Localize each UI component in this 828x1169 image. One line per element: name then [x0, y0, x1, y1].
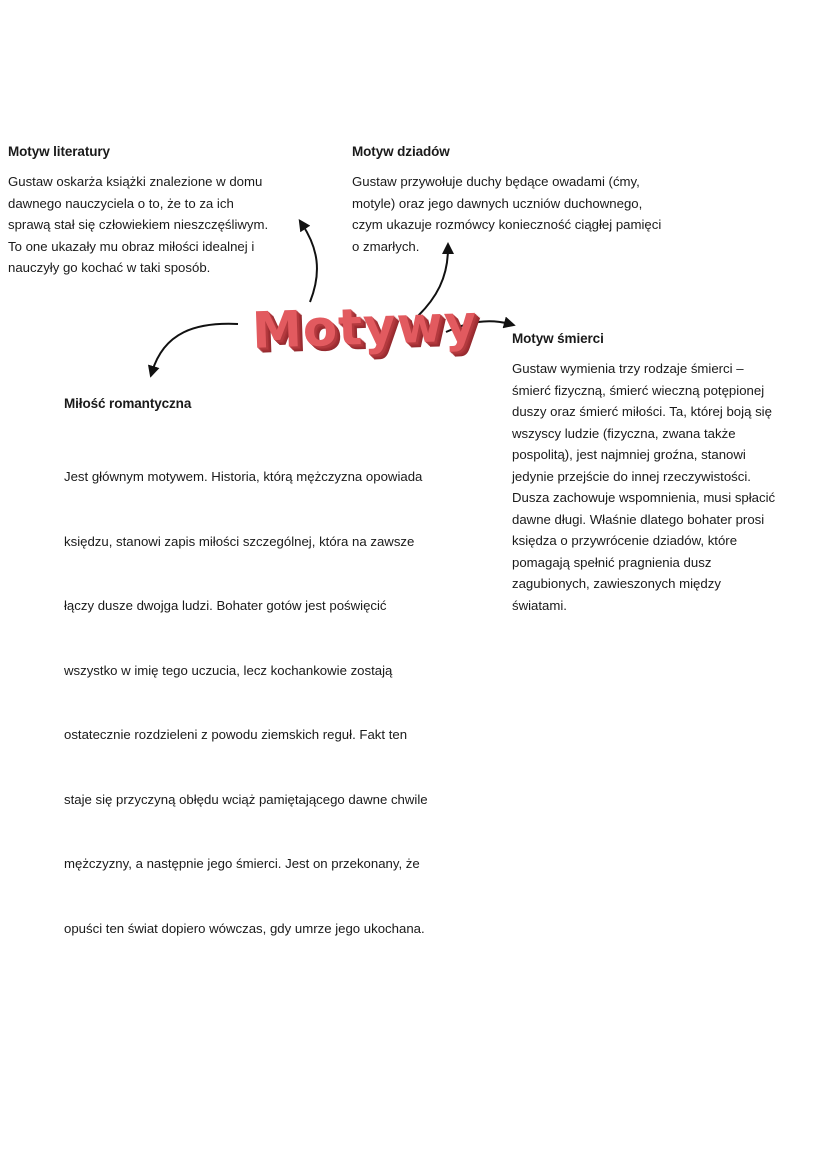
text-line: nauczyły go kochać w taki sposób.	[8, 260, 211, 275]
text-line: pomagają spełnić pragnienia dusz	[512, 554, 712, 570]
text-line: Gustaw wymienia trzy rodzaje śmierci –	[512, 361, 744, 376]
text-line: o zmarłych.	[352, 238, 420, 254]
text-line: łączy dusze dwojga ludzi. Bohater gotów jest poświęcić	[64, 598, 387, 613]
text-line: dawne długi. Właśnie dlatego bohater prosi	[512, 511, 765, 527]
text-line: śmierć fizyczną, śmierć wieczną potępionej	[512, 382, 765, 398]
text-line: wszystko w imię tego uczucia, lecz kochankowie zostają	[64, 662, 393, 678]
text-line: wszyscy ludzie (fizyczna, zwana także	[512, 425, 736, 441]
section-body	[352, 171, 661, 257]
section-motyw-dziadow	[352, 144, 661, 257]
section-heading: Motyw dziadów	[352, 144, 450, 159]
text-line: ostatecznie rozdzieleni z powodu ziemskich reguł. Fakt ten	[64, 727, 408, 742]
section-body	[64, 423, 428, 982]
text-line: motyle) oraz jego dawnych uczniów duchownego,	[352, 195, 643, 211]
text-line: dawnego nauczyciela o to, że to za ich	[8, 195, 234, 211]
text-line: Jest głównym motywem. Historia, którą mężczyzna opowiada	[64, 469, 423, 484]
text-line: opuści ten świat dopiero wówczas, gdy umrze jego ukochana.	[64, 920, 425, 936]
main-title: Motywy	[251, 294, 479, 360]
text-line: Dusza zachowuje wspomnienia, musi spłacić	[512, 490, 776, 505]
text-line: księdza o przywrócenie dziadów, które	[512, 533, 738, 548]
section-heading: Miłość romantyczna	[64, 396, 192, 411]
text-line: Gustaw przywołuje duchy będące owadami (ćmy,	[352, 174, 640, 189]
section-heading: Motyw literatury	[8, 144, 110, 159]
text-line: księdzu, stanowi zapis miłości szczególnej, która na zawsze	[64, 533, 415, 549]
text-line: czym ukazuje rozmówcy konieczność ciągłej pamięci	[352, 217, 662, 232]
text-line: Gustaw oskarża książki znalezione w domu	[8, 174, 263, 189]
text-line: duszy oraz śmierć miłości. Ta, której boją się	[512, 404, 772, 419]
section-heading: Motyw śmierci	[512, 331, 604, 346]
arrow-to-literatura	[302, 224, 317, 302]
section-body	[8, 171, 268, 279]
section-motyw-smierci	[512, 331, 775, 616]
section-motyw-literatury	[8, 144, 268, 279]
text-line: staje się przyczyną obłędu wciąż pamiętającego dawne chwile	[64, 791, 428, 807]
text-line: sprawą stał się człowiekiem nieszczęśliwym.	[8, 217, 269, 232]
section-body	[512, 358, 775, 616]
text-line: mężczyzny, a następnie jego śmierci. Jest on przekonany, że	[64, 856, 420, 871]
text-line: pospolitą), jest najmniej groźna, stanowi	[512, 447, 746, 462]
arrow-to-milosc	[152, 324, 238, 372]
text-line: zagubionych, zawieszonych między	[512, 576, 721, 591]
text-line: jedynie przejście do innej rzeczywistości.	[512, 468, 751, 484]
text-line: światami.	[512, 597, 567, 613]
text-line: To one ukazały mu obraz miłości idealnej i	[8, 238, 255, 254]
section-milosc-romantyczna	[64, 396, 428, 982]
